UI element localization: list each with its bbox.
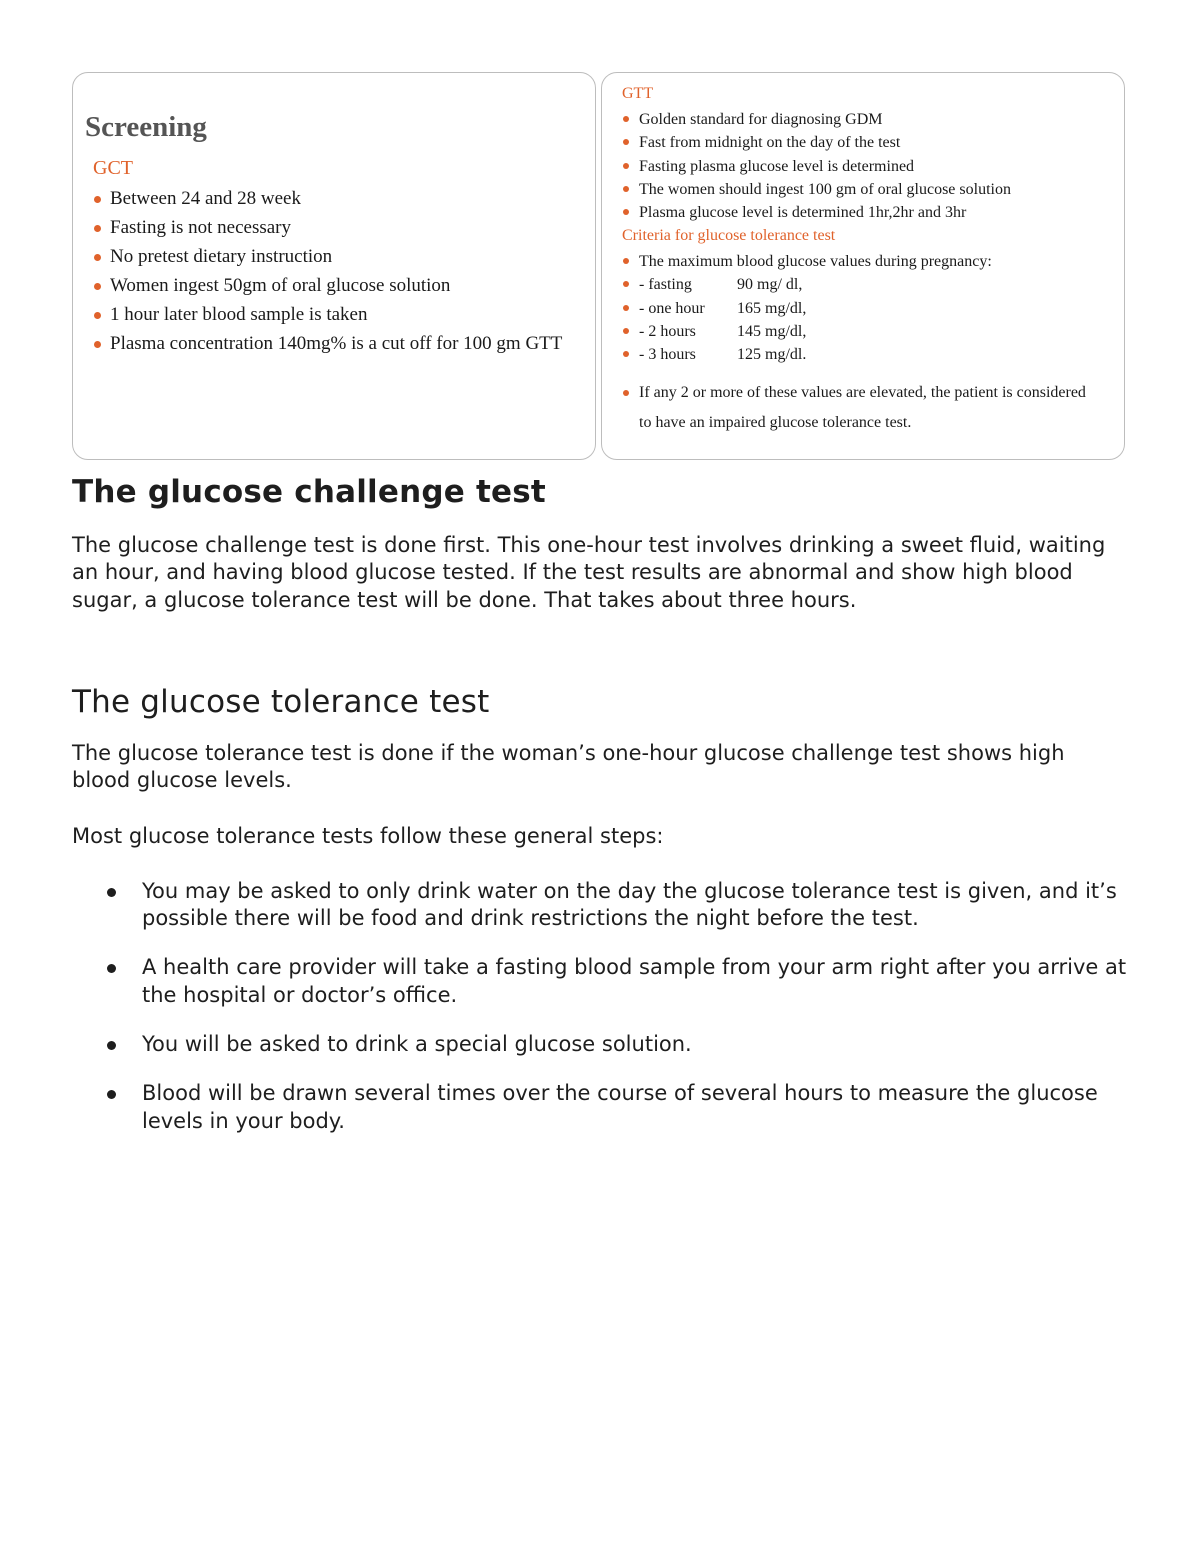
bullet-icon	[623, 390, 629, 396]
gtt-slide	[601, 72, 1125, 460]
bullet-icon	[623, 139, 629, 145]
bullet-icon	[107, 1090, 116, 1099]
bullet-icon	[623, 305, 629, 311]
bullet-icon	[94, 312, 101, 319]
tolerance-heading: The glucose tolerance test	[72, 683, 490, 720]
criteria-row: - 3 hours 125 mg/dl.	[622, 343, 1102, 366]
bullet-icon	[94, 254, 101, 261]
list-item: Fast from midnight on the day of the test	[622, 131, 1102, 154]
criteria-row: - one hour 165 mg/dl,	[622, 297, 1102, 320]
list-item: No pretest dietary instruction	[93, 245, 573, 269]
gct-bullet-list	[93, 187, 573, 361]
bullet-icon	[623, 281, 629, 287]
gtt-label: GTT	[622, 85, 654, 102]
list-item: You may be asked to only drink water on the day the glucose tolerance test is given, and it’s possible there will be food and drink restrictions the night before the test.	[72, 878, 1128, 933]
list-item: Fasting is not necessary	[93, 216, 573, 240]
steps-list	[72, 878, 1128, 1135]
slide-images	[72, 72, 1128, 464]
bullet-icon	[94, 225, 101, 232]
criteria-row: - fasting 90 mg/ dl,	[622, 273, 1102, 296]
screening-slide	[72, 72, 596, 460]
slide-title: Screening	[85, 111, 207, 143]
list-item: You will be asked to drink a special glucose solution.	[72, 1031, 1128, 1058]
tolerance-paragraph: The glucose tolerance test is done if the woman’s one-hour glucose challenge test shows high blood glucose levels.	[72, 740, 1065, 793]
bullet-icon	[623, 258, 629, 264]
bullet-icon	[107, 964, 116, 973]
list-item: Women ingest 50gm of oral glucose solution	[93, 274, 573, 298]
list-item: Golden standard for diagnosing GDM	[622, 108, 1102, 131]
list-item: Plasma glucose level is determined 1hr,2hr and 3hr	[622, 201, 1102, 224]
list-item: 1 hour later blood sample is taken	[93, 303, 573, 327]
challenge-paragraph: The glucose challenge test is done first. This one-hour test involves drinking a sweet fluid, waiting an hour, and having blood glucose tested. If the test results are abnormal and show high blood sugar, a glucose tolerance test will be done. That takes about three hours.	[72, 533, 1106, 612]
criteria-note: If any 2 or more of these values are elevated, the patient is considered to have an impaired glucose tolerance test.	[622, 378, 1102, 438]
challenge-heading: The glucose challenge test	[72, 474, 546, 510]
list-item: Plasma concentration 140mg% is a cut off for 100 gm GTT	[93, 332, 573, 356]
criteria-label: Criteria for glucose tolerance test	[622, 227, 836, 244]
bullet-icon	[623, 351, 629, 357]
bullet-icon	[94, 283, 101, 290]
bullet-icon	[107, 888, 116, 897]
list-item: The maximum blood glucose values during pregnancy:	[622, 250, 1102, 273]
document-body	[72, 470, 1128, 1135]
bullet-icon	[107, 1041, 116, 1050]
bullet-icon	[623, 209, 629, 215]
list-item: A health care provider will take a fasting blood sample from your arm right after you arrive at the hospital or doctor’s office.	[72, 954, 1128, 1009]
gct-label: GCT	[93, 157, 133, 179]
bullet-icon	[623, 186, 629, 192]
list-item: The women should ingest 100 gm of oral glucose solution	[622, 178, 1102, 201]
bullet-icon	[623, 163, 629, 169]
criteria-list	[622, 250, 1102, 366]
list-item: Fasting plasma glucose level is determined	[622, 155, 1102, 178]
bullet-icon	[623, 328, 629, 334]
bullet-icon	[623, 116, 629, 122]
criteria-row: - 2 hours 145 mg/dl,	[622, 320, 1102, 343]
list-item: Between 24 and 28 week	[93, 187, 573, 211]
steps-intro: Most glucose tolerance tests follow these general steps:	[72, 824, 664, 849]
gtt-bullet-list	[622, 108, 1102, 224]
bullet-icon	[94, 341, 101, 348]
list-item: Blood will be drawn several times over the course of several hours to measure the glucose levels in your body.	[72, 1080, 1128, 1135]
bullet-icon	[94, 196, 101, 203]
